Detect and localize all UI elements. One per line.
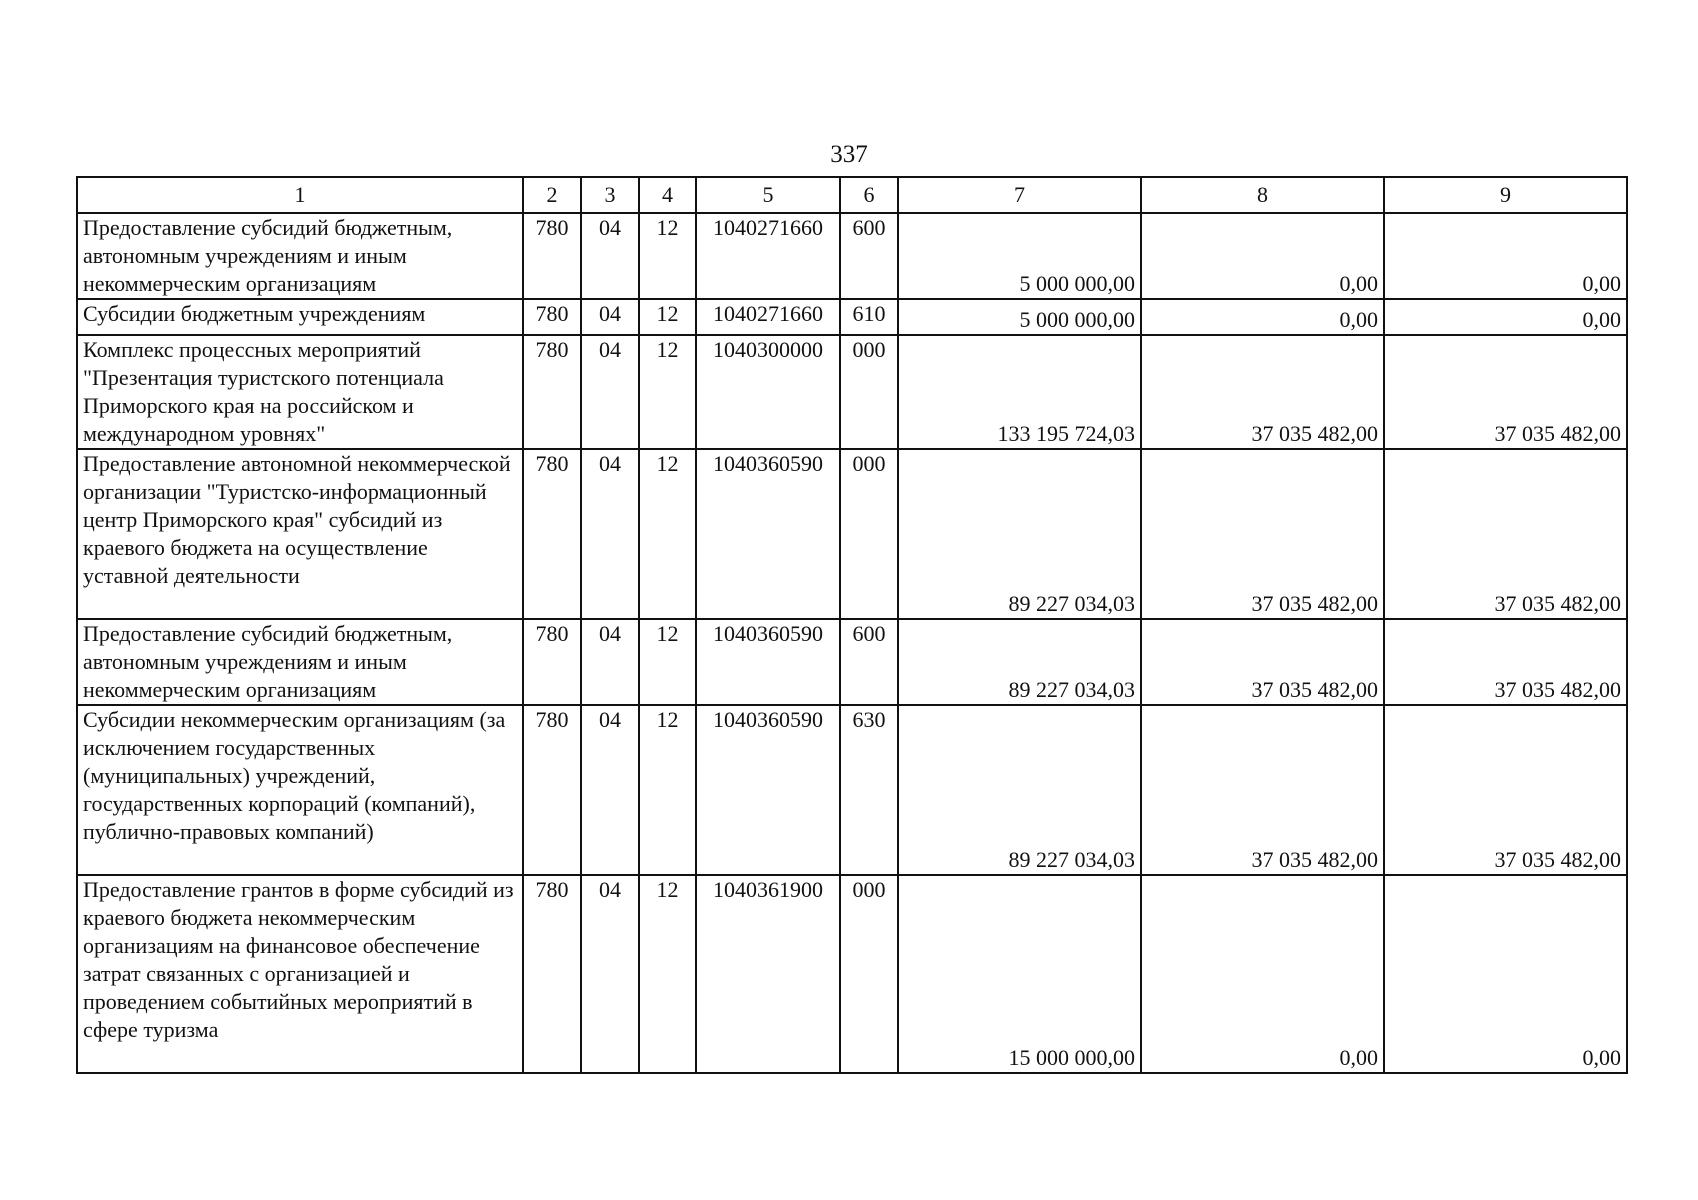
code-col-2: 780 — [523, 335, 581, 449]
column-header-4: 4 — [639, 177, 696, 213]
column-header-1: 1 — [77, 177, 523, 213]
table-row — [77, 213, 1627, 299]
amount-col-8: 37 035 482,00 — [1141, 449, 1384, 619]
row-name: Предоставление грантов в форме субсидий из краевого бюджета некоммерческим организациям на финансовое обеспечение затрат связанных с организацией и проведением событийных мероприятий в сфере туризма — [77, 875, 523, 1073]
amount-col-7: 5 000 000,00 — [898, 213, 1141, 299]
amount-col-8: 37 035 482,00 — [1141, 705, 1384, 875]
code-col-5: 1040361900 — [696, 875, 840, 1073]
code-col-2: 780 — [523, 705, 581, 875]
column-header-9: 9 — [1384, 177, 1627, 213]
code-col-6: 610 — [840, 299, 898, 335]
column-header-6: 6 — [840, 177, 898, 213]
amount-col-7: 89 227 034,03 — [898, 619, 1141, 705]
column-header-2: 2 — [523, 177, 581, 213]
code-col-3: 04 — [581, 213, 639, 299]
code-col-6: 600 — [840, 619, 898, 705]
code-col-6: 630 — [840, 705, 898, 875]
code-col-4: 12 — [639, 299, 696, 335]
amount-col-7: 5 000 000,00 — [898, 299, 1141, 335]
code-col-2: 780 — [523, 619, 581, 705]
amount-col-7: 89 227 034,03 — [898, 449, 1141, 619]
code-col-4: 12 — [639, 335, 696, 449]
code-col-6: 000 — [840, 335, 898, 449]
code-col-5: 1040360590 — [696, 619, 840, 705]
header-row — [77, 177, 1627, 213]
code-col-3: 04 — [581, 875, 639, 1073]
code-col-3: 04 — [581, 705, 639, 875]
code-col-3: 04 — [581, 449, 639, 619]
table-row — [77, 449, 1627, 619]
code-col-2: 780 — [523, 875, 581, 1073]
code-col-5: 1040360590 — [696, 449, 840, 619]
code-col-3: 04 — [581, 619, 639, 705]
row-name: Субсидии некоммерческим организациям (за исключением государственных (муниципальных) учреждений, государственных корпораций (компаний), публично-правовых компаний) — [77, 705, 523, 875]
column-header-5: 5 — [696, 177, 840, 213]
row-name: Комплекс процессных мероприятий "Презентация туристского потенциала Приморского края на российском и международном уровнях" — [77, 335, 523, 449]
column-header-7: 7 — [898, 177, 1141, 213]
code-col-6: 600 — [840, 213, 898, 299]
budget-table — [76, 176, 1628, 1074]
code-col-3: 04 — [581, 335, 639, 449]
amount-col-8: 37 035 482,00 — [1141, 335, 1384, 449]
amount-col-9: 37 035 482,00 — [1384, 705, 1627, 875]
code-col-2: 780 — [523, 213, 581, 299]
code-col-4: 12 — [639, 705, 696, 875]
code-col-5: 1040271660 — [696, 299, 840, 335]
column-header-8: 8 — [1141, 177, 1384, 213]
amount-col-8: 0,00 — [1141, 213, 1384, 299]
code-col-2: 780 — [523, 299, 581, 335]
amount-col-9: 37 035 482,00 — [1384, 335, 1627, 449]
code-col-4: 12 — [639, 619, 696, 705]
row-name: Предоставление автономной некоммерческой организации "Туристско-информационный центр Приморского края" субсидий из краевого бюджета на осуществление уставной деятельности — [77, 449, 523, 619]
code-col-3: 04 — [581, 299, 639, 335]
amount-col-9: 0,00 — [1384, 213, 1627, 299]
code-col-2: 780 — [523, 449, 581, 619]
code-col-5: 1040271660 — [696, 213, 840, 299]
amount-col-7: 15 000 000,00 — [898, 875, 1141, 1073]
table-row — [77, 299, 1627, 335]
page-number: 337 — [830, 141, 868, 168]
amount-col-9: 37 035 482,00 — [1384, 619, 1627, 705]
amount-col-9: 0,00 — [1384, 875, 1627, 1073]
table-row — [77, 705, 1627, 875]
row-name: Предоставление субсидий бюджетным, автономным учреждениям и иным некоммерческим организациям — [77, 213, 523, 299]
amount-col-7: 133 195 724,03 — [898, 335, 1141, 449]
amount-col-8: 0,00 — [1141, 299, 1384, 335]
code-col-4: 12 — [639, 875, 696, 1073]
amount-col-8: 0,00 — [1141, 875, 1384, 1073]
code-col-4: 12 — [639, 449, 696, 619]
amount-col-7: 89 227 034,03 — [898, 705, 1141, 875]
amount-col-9: 0,00 — [1384, 299, 1627, 335]
table-row — [77, 335, 1627, 449]
code-col-5: 1040300000 — [696, 335, 840, 449]
code-col-6: 000 — [840, 875, 898, 1073]
amount-col-8: 37 035 482,00 — [1141, 619, 1384, 705]
code-col-5: 1040360590 — [696, 705, 840, 875]
table-row — [77, 875, 1627, 1073]
row-name: Предоставление субсидий бюджетным, автономным учреждениям и иным некоммерческим организациям — [77, 619, 523, 705]
row-name: Субсидии бюджетным учреждениям — [77, 299, 523, 335]
table-row — [77, 619, 1627, 705]
column-header-3: 3 — [581, 177, 639, 213]
code-col-4: 12 — [639, 213, 696, 299]
code-col-6: 000 — [840, 449, 898, 619]
amount-col-9: 37 035 482,00 — [1384, 449, 1627, 619]
